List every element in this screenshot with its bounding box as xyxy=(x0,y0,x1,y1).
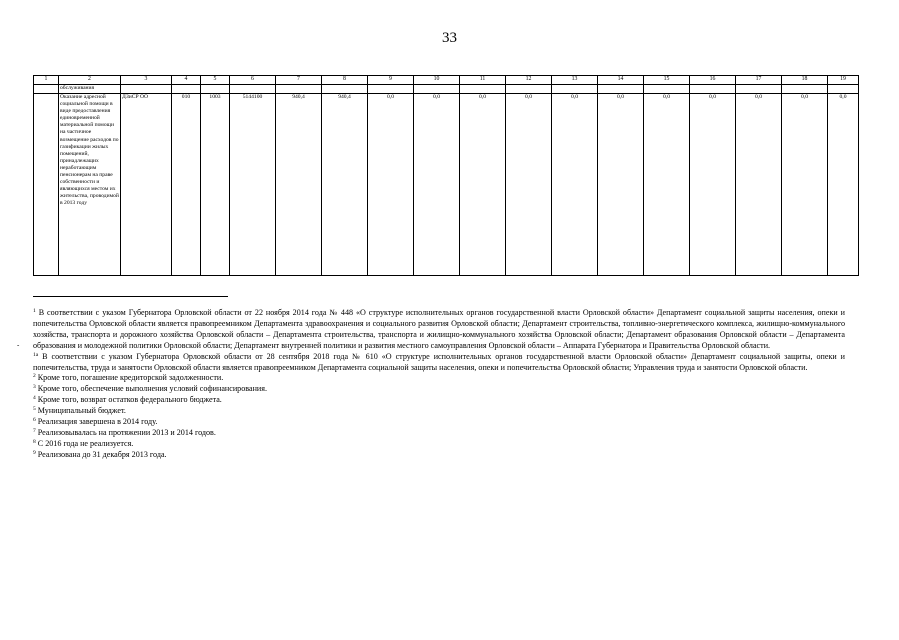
column-number: 12 xyxy=(506,76,552,85)
footnote-text: Кроме того, погашение кредиторской задолженности. xyxy=(37,373,224,383)
footnote xyxy=(33,417,845,428)
table-cell xyxy=(690,85,736,94)
table-cell xyxy=(172,85,201,94)
footnote xyxy=(33,384,845,395)
footnote-separator xyxy=(33,296,228,297)
table-cell: 0,0 xyxy=(828,94,859,276)
table-cell xyxy=(121,85,172,94)
table-cell xyxy=(644,85,690,94)
table-cell: 0,0 xyxy=(736,94,782,276)
column-number: 18 xyxy=(782,76,828,85)
budget-table xyxy=(33,75,859,276)
footnote-text: Кроме того, возврат остатков федерального бюджета. xyxy=(37,395,222,405)
footnote-mark: 1 xyxy=(33,308,36,314)
column-number: 4 xyxy=(172,76,201,85)
footnote xyxy=(33,439,845,450)
footnote-text: Реализовывалась на протяжении 2013 и 2014 годов. xyxy=(37,427,216,437)
column-number: 19 xyxy=(828,76,859,85)
table-cell xyxy=(34,85,59,94)
table-cell: 010 xyxy=(172,94,201,276)
footnote-text: С 2016 года не реализуется. xyxy=(37,438,134,448)
table-cell: 1003 xyxy=(201,94,230,276)
column-number: 1 xyxy=(34,76,59,85)
table-cell xyxy=(506,85,552,94)
table-cell: 0,0 xyxy=(506,94,552,276)
continuation-text: обслуживания xyxy=(59,85,121,94)
column-number: 14 xyxy=(598,76,644,85)
table-cell xyxy=(736,85,782,94)
table-cell: 0,0 xyxy=(460,94,506,276)
footnotes xyxy=(33,308,845,461)
footnote-mark: 8 xyxy=(33,438,36,445)
table-cell xyxy=(230,85,276,94)
measure-description: Оказание адресной социальной помощи в виде предоставления единовременной материальной помощи на частичное возмещение расходов по газификации жилых помещений, принадлежащих неработающим пенсионерам на праве собственности и являющихся местом их жительства, проводимой в 2013 году xyxy=(59,94,121,276)
footnote-text: В соответствии с указом Губернатора Орловской области от 22 ноября 2014 года № 448 «О структуре исполнительных органов государственной власти Орловской области» Департамент социальной защиты населения, опеки и попечительства Орловской области является правопреемником Департамента здравоохранения и социального развития Орловской области; Департамент строительства, топливно-энергетического комплекса, жилищно-коммунального хозяйства, транспорта и дорожного хозяйства Орловской области – Департамента строительства, транспорта и жилищно-коммунального хозяйства Орловской области; Департамент образования Орловской области – Департамента образования и молодежной политики Орловской области; Департамент внутренней политики и развития местного самоуправления Орловской области – Аппарата Губернатора и Правительства Орловской области. xyxy=(33,308,846,350)
footnote-mark: 3 xyxy=(33,384,36,391)
table-cell xyxy=(598,85,644,94)
table-cell xyxy=(782,85,828,94)
table-cell xyxy=(322,85,368,94)
column-number: 16 xyxy=(690,76,736,85)
table-cell: 940,4 xyxy=(276,94,322,276)
column-number: 9 xyxy=(368,76,414,85)
table-cell: 0,0 xyxy=(368,94,414,276)
table-cell: 5144100 xyxy=(230,94,276,276)
table-cell: 0,0 xyxy=(598,94,644,276)
column-number: 7 xyxy=(276,76,322,85)
column-number: 17 xyxy=(736,76,782,85)
footnote-mark: 9 xyxy=(33,449,36,456)
table-cell xyxy=(368,85,414,94)
page-number: 33 xyxy=(442,30,457,46)
column-number: 13 xyxy=(552,76,598,85)
footnote-text: Муниципальный бюджет. xyxy=(37,406,126,416)
table-cell xyxy=(34,94,59,276)
responsible-executor: ДЗиСР ОО xyxy=(121,94,172,276)
footnote xyxy=(33,373,845,384)
column-number: 10 xyxy=(414,76,460,85)
table-cell xyxy=(552,85,598,94)
table-cell xyxy=(460,85,506,94)
table-cell xyxy=(414,85,460,94)
column-number: 2 xyxy=(59,76,121,85)
table-cell: 940,4 xyxy=(322,94,368,276)
table-cell: 0,0 xyxy=(552,94,598,276)
footnote-text: Кроме того, обеспечение выполнения условий софинансирования. xyxy=(37,384,267,394)
footnote xyxy=(33,450,845,461)
table-cell: 0,0 xyxy=(414,94,460,276)
footnote-mark: 4 xyxy=(33,395,36,402)
footnote-text: В соответствии с указом Губернатора Орловской области от 28 сентября 2018 года № 610 «О структуре исполнительных органов государственной власти Орловской области» Департамент социальной защиты, опеки и попечительства, труда и занятости Орловской области является правопреемником Департамента социальной защиты населения, опеки и попечительства Орловской области; Управления труда и занятости Орловской области. xyxy=(33,351,845,372)
footnote xyxy=(33,428,845,439)
column-number: 6 xyxy=(230,76,276,85)
footnote-mark: 2 xyxy=(33,373,36,380)
footnote-text: Реализована до 31 декабря 2013 года. xyxy=(37,449,167,459)
footnote xyxy=(33,352,845,374)
footnote-mark: 5 xyxy=(33,406,36,413)
footnote-text: Реализация завершена в 2014 году. xyxy=(37,417,158,427)
column-number: 15 xyxy=(644,76,690,85)
table-cell: 0,0 xyxy=(690,94,736,276)
footnote xyxy=(33,395,845,406)
footnote-mark: 7 xyxy=(33,427,36,434)
column-number: 11 xyxy=(460,76,506,85)
table-cell: 0,0 xyxy=(782,94,828,276)
table-cell xyxy=(828,85,859,94)
column-number: 3 xyxy=(121,76,172,85)
margin-mark: - xyxy=(17,341,20,349)
continuation-row xyxy=(34,85,859,94)
footnote xyxy=(33,406,845,417)
table-row xyxy=(34,94,859,276)
column-number: 5 xyxy=(201,76,230,85)
table-cell xyxy=(201,85,230,94)
footnote-mark: 6 xyxy=(33,417,36,424)
column-number: 8 xyxy=(322,76,368,85)
table-cell xyxy=(276,85,322,94)
column-number-row xyxy=(34,76,859,85)
table-cell: 0,0 xyxy=(644,94,690,276)
footnote xyxy=(33,308,845,352)
footnote-mark: 1a xyxy=(33,351,39,358)
